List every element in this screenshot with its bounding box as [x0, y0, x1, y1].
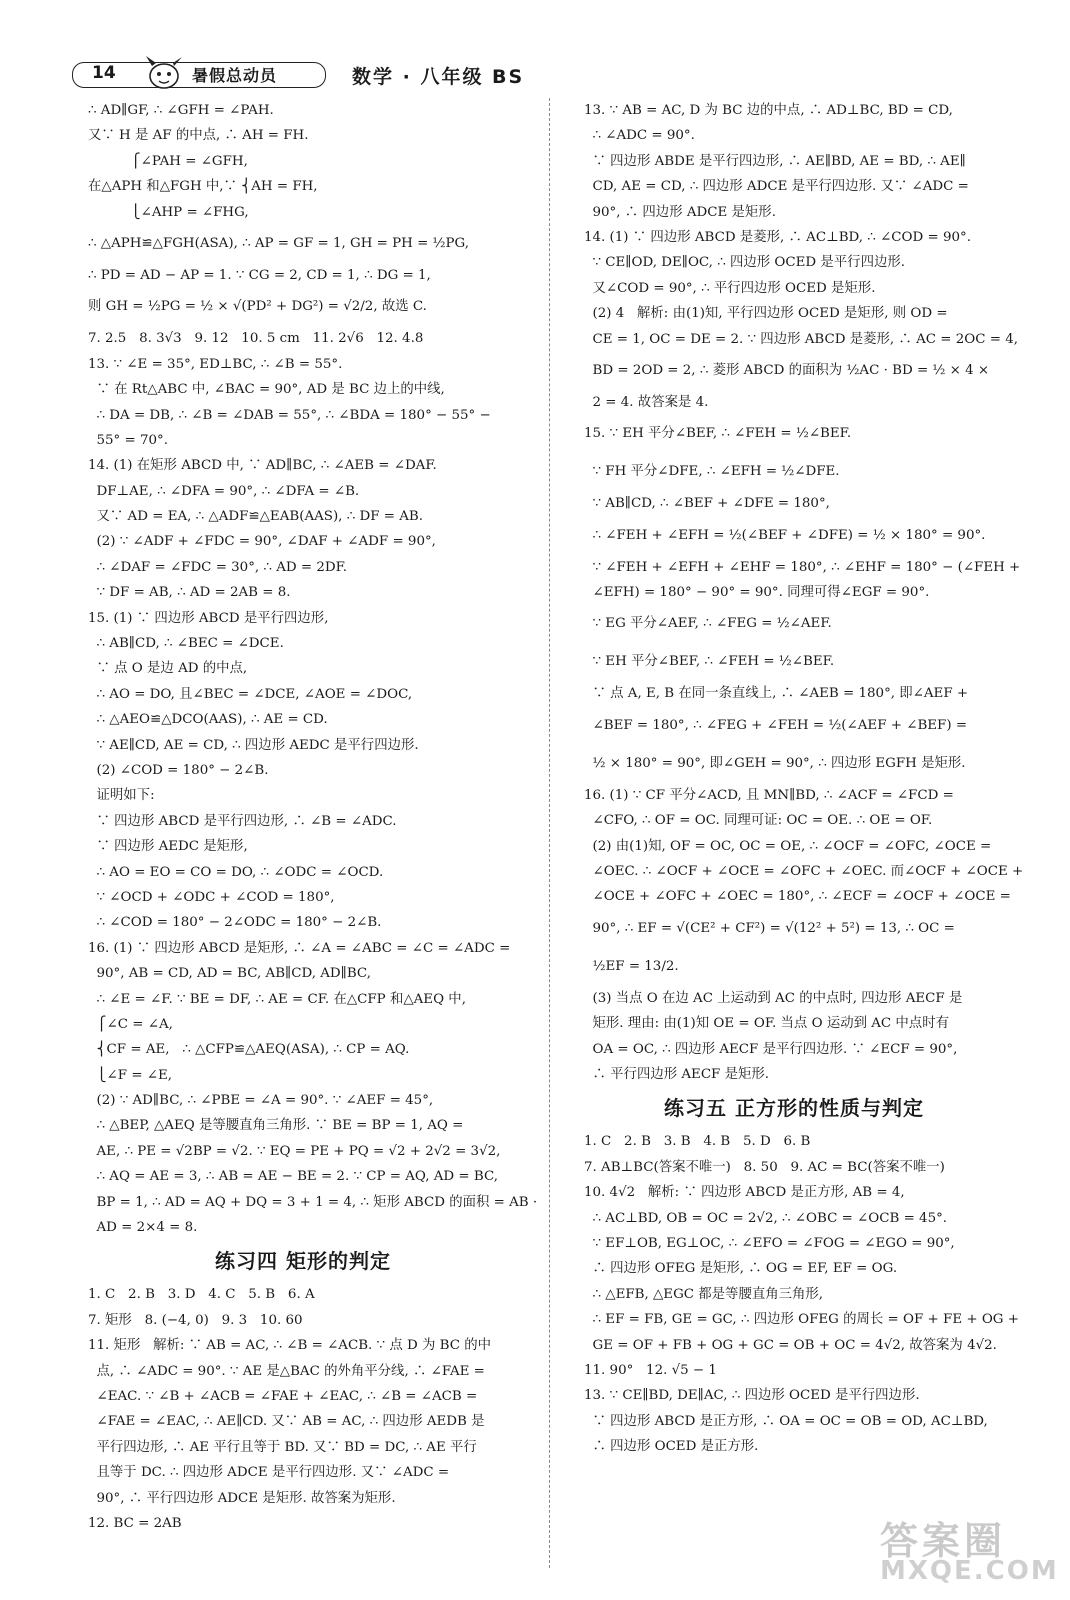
- answer-line: AE, ∴ PE = √2BP = √2. ∵ EQ = PE + PQ = √2 + 2√2 = 3√2,: [88, 1143, 501, 1159]
- answer-line: ∠OEC. ∴ ∠OCF + ∠OCE = ∠OFC + ∠OEC. 而∠OCF + ∠OCE +: [584, 864, 1024, 880]
- answer-line: ∵ 四边形 ABDE 是平行四边形, ∴ AE∥BD, AE = BD, ∴ AE∥: [584, 153, 966, 169]
- answer-line: 13. ∵ ∠E = 35°, ED⊥BC, ∴ ∠B = 55°.: [88, 356, 343, 372]
- answer-line: 15. ∵ EH 平分∠BEF, ∴ ∠FEH = ½∠BEF.: [584, 426, 852, 442]
- answer-line: ∴ AD∥GF, ∴ ∠GFH = ∠PAH.: [88, 103, 274, 118]
- answer-line: ∴ ∠DAF = ∠FDC = 30°, ∴ AD = 2DF.: [88, 559, 348, 575]
- answer-line: (2) 4 解析: 由(1)知, 平行四边形 OCED 是矩形, 则 OD =: [584, 306, 948, 322]
- section-heading: 练习四 矩形的判定: [215, 1249, 391, 1274]
- answer-line: ⎧∠C = ∠A,: [88, 1016, 173, 1032]
- column-divider: [549, 98, 550, 1568]
- answer-line: 14. (1) 在矩形 ABCD 中, ∵ AD∥BC, ∴ ∠AEB = ∠DAF.: [88, 458, 437, 474]
- answer-line: BP = 1, ∴ AD = AQ + DQ = 3 + 1 = 4, ∴ 矩形 ABCD 的面积 = AB ·: [88, 1194, 538, 1210]
- answer-line: 又∵ H 是 AF 的中点, ∴ AH = FH.: [88, 128, 309, 144]
- watermark-url: MXQE.COM: [880, 1556, 1059, 1586]
- answer-line: ∴ △BEP, △AEQ 是等腰直角三角形. ∵ BE = BP = 1, AQ =: [88, 1118, 464, 1134]
- answer-line: ∵ ∠FEH + ∠EFH + ∠EHF = 180°, ∴ ∠EHF = 180° − (∠FEH +: [584, 559, 1021, 575]
- answer-line: ∠EAC. ∵ ∠B + ∠ACB = ∠FAE + ∠EAC, ∴ ∠B = ∠ACB =: [88, 1388, 478, 1404]
- answer-line: CD, AE = CD, ∴ 四边形 ADCE 是平行四边形. 又∵ ∠ADC =: [584, 179, 969, 195]
- answer-line: 16. (1) ∵ CF 平分∠ACD, 且 MN∥BD, ∴ ∠ACF = ∠FCD =: [584, 787, 954, 803]
- answer-line: 90°, ∴ 四边形 ADCE 是矩形.: [584, 204, 776, 220]
- answer-line: 1. C 2. B 3. B 4. B 5. D 6. B: [584, 1134, 811, 1150]
- answer-line: 15. (1) ∵ 四边形 ABCD 是平行四边形,: [88, 610, 329, 626]
- answer-line: 90°, ∴ EF = √(CE² + CF²) = √(12² + 5²) = 13, ∴ OC =: [584, 920, 955, 936]
- answer-line: ∴ 平行四边形 AECF 是矩形.: [584, 1066, 770, 1082]
- answer-line: AD = 2×4 = 8.: [88, 1220, 198, 1236]
- answer-line: ⎩∠AHP = ∠FHG,: [88, 204, 249, 220]
- answer-line: ∴ △EFB, △EGC 都是等腰直角三角形,: [584, 1286, 824, 1302]
- answer-line: ∴ ∠FEH + ∠EFH = ½(∠BEF + ∠DFE) = ½ × 180° = 90°.: [584, 527, 986, 543]
- answer-line: ∴ EF = FB, GE = GC, ∴ 四边形 OFEG 的周长 = OF + FE + OG +: [584, 1312, 1019, 1328]
- answer-line: ∵ AE∥CD, AE = CD, ∴ 四边形 AEDC 是平行四边形.: [88, 737, 419, 753]
- answer-line: ∴ AB∥CD, ∴ ∠BEC = ∠DCE.: [88, 636, 284, 652]
- answer-line: ∵ 点 A, E, B 在同一条直线上, ∴ ∠AEB = 180°, 即∠AEF +: [584, 686, 969, 702]
- section-heading: 练习五 正方形的性质与判定: [664, 1096, 924, 1121]
- answer-line: CE = 1, OC = DE = 2. ∵ 四边形 ABCD 是菱形, ∴ AC = 2OC = 4,: [584, 331, 1018, 347]
- left-column: [88, 98, 538, 1536]
- answer-line: ∠OCE + ∠OFC + ∠OEC = 180°, ∴ ∠ECF = ∠OCF + ∠OCE =: [584, 889, 1011, 905]
- answer-line: 55° = 70°.: [88, 432, 168, 448]
- answer-line: ∠EFH) = 180° − 90° = 90°. 同理可得∠EGF = 90°.: [584, 585, 930, 601]
- answer-line: ∴ △AEO≌△DCO(AAS), ∴ AE = CD.: [88, 712, 328, 728]
- answer-line: 7. AB⊥BC(答案不唯一) 8. 50 9. AC = BC(答案不唯一): [584, 1159, 945, 1175]
- answer-line: ∴ AO = DO, 且∠BEC = ∠DCE, ∠AOE = ∠DOC,: [88, 686, 413, 702]
- answer-line: ∠BEF = 180°, ∴ ∠FEG + ∠FEH = ½(∠AEF + ∠BEF) =: [584, 717, 968, 733]
- answer-line: ⎧∠PAH = ∠GFH,: [88, 153, 248, 169]
- answer-line: ∠FAE = ∠EAC, ∴ AE∥CD. 又∵ AB = AC, ∴ 四边形 AEDB 是: [88, 1414, 485, 1430]
- answer-line: ∵ 四边形 ABCD 是正方形, ∴ OA = OC = OB = OD, AC⊥BD,: [584, 1413, 988, 1429]
- answer-line: ∴ 四边形 OFEG 是矩形, ∴ OG = EF, EF = OG.: [584, 1261, 898, 1277]
- answer-line: (2) ∵ AD∥BC, ∴ ∠PBE = ∠A = 90°. ∵ ∠AEF = 45°,: [88, 1093, 434, 1109]
- answer-line: 1. C 2. B 3. D 4. C 5. B 6. A: [88, 1287, 315, 1303]
- answer-line: ∵ EH 平分∠BEF, ∴ ∠FEH = ½∠BEF.: [584, 654, 835, 670]
- answer-line: 在△APH 和△FGH 中,∵ ⎨AH = FH,: [88, 179, 318, 195]
- answer-line: ∴ DA = DB, ∴ ∠B = ∠DAB = 55°, ∴ ∠BDA = 180° − 55° −: [88, 407, 491, 423]
- answer-line: 则 GH = ½PG = ½ × √(PD² + DG²) = √2/2, 故选 C.: [88, 299, 427, 315]
- watermark-text: 答案圈: [880, 1519, 1007, 1563]
- answer-line: ∵ CE∥OD, DE∥OC, ∴ 四边形 OCED 是平行四边形.: [584, 255, 905, 271]
- answer-line: ∴ AO = EO = CO = DO, ∴ ∠ODC = ∠OCD.: [88, 864, 384, 880]
- answer-line: GE = OF + FB + OG + GC = OB + OC = 4√2, 故答案为 4√2.: [584, 1337, 997, 1353]
- answer-line: ⎨CF = AE, ∴ △CFP≌△AEQ(ASA), ∴ CP = AQ.: [88, 1042, 410, 1058]
- answer-line: 14. (1) ∵ 四边形 ABCD 是菱形, ∴ AC⊥BD, ∴ ∠COD = 90°.: [584, 229, 971, 245]
- page-header: [0, 0, 1070, 96]
- answer-line: 7. 2.5 8. 3√3 9. 12 10. 5 cm 11. 2√6 12. 4.8: [88, 331, 424, 347]
- answer-line: 矩形. 理由: 由(1)知 OE = OF. 当点 O 运动到 AC 中点时有: [584, 1016, 949, 1032]
- answer-line: 90°, AB = CD, AD = BC, AB∥CD, AD∥BC,: [88, 966, 371, 982]
- subject-title: 数学 · 八年级 BS: [352, 66, 525, 88]
- answer-line: ∴ △APH≌△FGH(ASA), ∴ AP = GF = 1, GH = PH = ½PG,: [88, 235, 470, 251]
- answer-line: 10. 4√2 解析: ∵ 四边形 ABCD 是正方形, AB = 4,: [584, 1185, 905, 1201]
- answer-line: ∵ 在 Rt△ABC 中, ∠BAC = 90°, AD 是 BC 边上的中线,: [88, 382, 445, 398]
- answer-line: 13. ∵ AB = AC, D 为 BC 边的中点, ∴ AD⊥BC, BD = CD,: [584, 103, 953, 118]
- answer-line: 2 = 4. 故答案是 4.: [584, 394, 709, 410]
- answer-line: ∴ ∠ADC = 90°.: [584, 128, 695, 144]
- answer-line: 7. 矩形 8. (−4, 0) 9. 3 10. 60: [88, 1312, 303, 1328]
- series-title: 暑假总动员: [192, 66, 278, 85]
- answer-line: 又∵ AD = EA, ∴ △ADF≌△EAB(AAS), ∴ DF = AB.: [88, 509, 424, 525]
- answer-line: ∵ FH 平分∠DFE, ∴ ∠EFH = ½∠DFE.: [584, 464, 840, 480]
- answer-line: (2) ∵ ∠ADF + ∠FDC = 90°, ∠DAF + ∠ADF = 90°,: [88, 534, 436, 550]
- answer-line: 90°, ∴ 平行四边形 ADCE 是矩形. 故答案为矩形.: [88, 1490, 396, 1506]
- answer-line: ∵ 四边形 AEDC 是矩形,: [88, 839, 248, 855]
- answer-line: ∴ AC⊥BD, OB = OC = 2√2, ∴ ∠OBC = ∠OCB = 45°.: [584, 1210, 948, 1226]
- answer-line: 证明如下:: [88, 788, 155, 804]
- answer-line: ∴ 四边形 OCED 是正方形.: [584, 1439, 759, 1455]
- answer-line: ∵ EG 平分∠AEF, ∴ ∠FEG = ½∠AEF.: [584, 616, 832, 632]
- answer-line: 点, ∴ ∠ADC = 90°. ∵ AE 是△BAC 的外角平分线, ∴ ∠FAE =: [88, 1363, 485, 1379]
- answer-line: 16. (1) ∵ 四边形 ABCD 是矩形, ∴ ∠A = ∠ABC = ∠C = ∠ADC =: [88, 940, 511, 956]
- answer-line: OA = OC, ∴ 四边形 AECF 是平行四边形. ∵ ∠ECF = 90°,: [584, 1041, 958, 1057]
- answer-line: ∵ 点 O 是边 AD 的中点,: [88, 661, 248, 677]
- answer-line: (2) 由(1)知, OF = OC, OC = OE, ∴ ∠OCF = ∠OFC, ∠OCE =: [584, 838, 992, 854]
- answer-line: 平行四边形, ∴ AE 平行且等于 BD. 又∵ BD = DC, ∴ AE 平行: [88, 1439, 477, 1455]
- answer-line: ∴ ∠COD = 180° − 2∠ODC = 180° − 2∠B.: [88, 915, 382, 931]
- answer-line: 且等于 DC. ∴ 四边形 ADCE 是平行四边形. 又∵ ∠ADC =: [88, 1465, 450, 1481]
- answer-line: 11. 90° 12. √5 − 1: [584, 1362, 717, 1378]
- cartoon-mascot-icon: [140, 52, 188, 92]
- answer-line: ∵ 四边形 ABCD 是平行四边形, ∴ ∠B = ∠ADC.: [88, 813, 397, 829]
- answer-line: ∠CFO, ∴ OF = OC. 同理可证: OC = OE. ∴ OE = OF.: [584, 813, 933, 829]
- answer-line: 13. ∵ CE∥BD, DE∥AC, ∴ 四边形 OCED 是平行四边形.: [584, 1388, 920, 1404]
- answer-line: 11. 矩形 解析: ∵ AB = AC, ∴ ∠B = ∠ACB. ∵ 点 D 为 BC 的中: [88, 1338, 491, 1354]
- answer-line: ∵ DF = AB, ∴ AD = 2AB = 8.: [88, 585, 291, 601]
- answer-line: ∴ ∠E = ∠F. ∵ BE = DF, ∴ AE = CF. 在△CFP 和△AEQ 中,: [88, 991, 466, 1007]
- answer-line: ∴ PD = AD − AP = 1. ∵ CG = 2, CD = 1, ∴ DG = 1,: [88, 267, 431, 283]
- watermark-logo: [870, 1510, 1059, 1590]
- answer-line: ∵ ∠OCD + ∠ODC + ∠COD = 180°,: [88, 889, 335, 905]
- answer-line: ∴ AQ = AE = 3, ∴ AB = AE − BE = 2. ∵ CP = AQ, AD = BC,: [88, 1169, 498, 1185]
- answer-line: ½EF = 13/2.: [584, 958, 679, 974]
- answer-line: 又∠COD = 90°, ∴ 平行四边形 OCED 是矩形.: [584, 280, 876, 296]
- answer-line: ⎩∠F = ∠E,: [88, 1067, 173, 1083]
- answer-line: (2) ∠COD = 180° − 2∠B.: [88, 762, 269, 778]
- answer-line: ∵ EF⊥OB, EG⊥OC, ∴ ∠EFO = ∠FOG = ∠EGO = 90°,: [584, 1235, 955, 1251]
- page-number: 14: [92, 63, 116, 83]
- answer-line: ∵ AB∥CD, ∴ ∠BEF + ∠DFE = 180°,: [584, 496, 830, 512]
- answer-line: ½ × 180° = 90°, 即∠GEH = 90°, ∴ 四边形 EGFH 是矩形.: [584, 755, 966, 771]
- answer-line: DF⊥AE, ∴ ∠DFA = 90°, ∴ ∠DFA = ∠B.: [88, 483, 360, 499]
- answer-line: BD = 2OD = 2, ∴ 菱形 ABCD 的面积为 ½AC · BD = ½ × 4 ×: [584, 362, 990, 378]
- answer-line: 12. BC = 2AB: [88, 1515, 182, 1531]
- answer-line: (3) 当点 O 在边 AC 上运动到 AC 的中点时, 四边形 AECF 是: [584, 990, 963, 1006]
- right-column: [584, 98, 1024, 1459]
